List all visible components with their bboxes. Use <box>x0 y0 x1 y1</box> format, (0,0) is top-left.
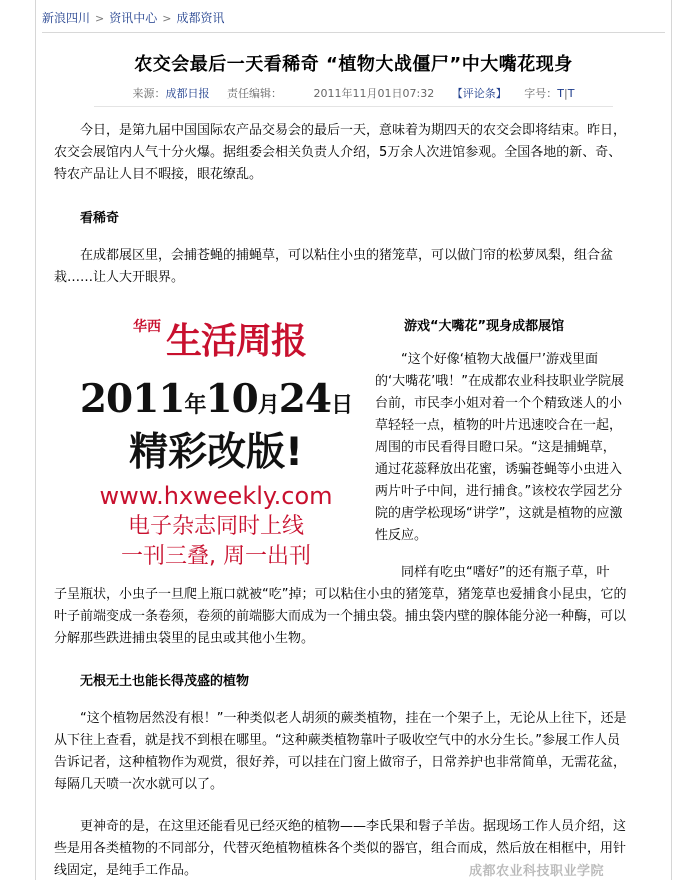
font-small-button[interactable]: T <box>567 87 575 100</box>
breadcrumb-separator: > <box>95 12 105 25</box>
breadcrumb-divider <box>42 32 665 33</box>
ad-date-day: 24 <box>278 376 332 422</box>
article-paragraph-6: 更神奇的是，在这里还能看见已经灭绝的植物——李氏果和髫子羊齿。据现场工作人员介绍，这些是用各类植物的不同部分，代替灭绝植物植株各个类似的器官，组合而成，然后放在相框中，用针线固定，是纯手工作品。 <box>54 819 627 878</box>
section-heading-no-root: 无根无土也能长得茂盛的植物 <box>80 674 250 689</box>
article-paragraph-5: “这个植物居然没有根！”一种类似老人胡须的蕨类植物，挂在一个架子上，无论从上往下，还是从下往上查看，就是找不到根在哪里。“这种蕨类植物靠叶子吸收空气中的水分生长。”参展工作人员告诉记者，这种植物作为观赏，很好养，可以挂在门窗上做帘子，日常养护也非常简单，无需花盆，每隔几天喷一次水就可以了。 <box>54 711 627 792</box>
ad-url: www.hxweekly.com <box>99 482 333 510</box>
breadcrumb-item-news-center[interactable]: 资讯中心 <box>109 11 158 25</box>
ad-brand-logo <box>130 319 330 365</box>
ad-line-2: 一刊三叠, 周一出刊 <box>121 544 311 569</box>
source-link[interactable]: 成都日报 <box>165 87 210 100</box>
publish-datetime: 2011年11月01日07:32 <box>313 87 435 100</box>
ad-date-year: 2011 <box>79 376 185 422</box>
comments-link[interactable]: 【评论条】 <box>451 87 507 100</box>
source-label: 来源： <box>132 87 166 100</box>
article-paragraph-4-rest: 子呈瓶状，小虫子一旦爬上瓶口就被“吃”掉；可以粘住小虫的猪笼草，猪笼草也爱捕食小昆虫，它的叶子前端变成一条卷须，卷须的前端膨大而成为一个捕虫袋。捕虫袋内壁的腺体能分泌一种酶，可以分解那些跌进捕虫袋里的昆虫或其他小生物。 <box>54 587 627 646</box>
breadcrumb-item-sina-sichuan[interactable]: 新浪四川 <box>42 11 91 25</box>
font-large-button[interactable]: T <box>557 87 564 100</box>
article-title: 农交会最后一天看稀奇 “植物大战僵尸”中大嘴花现身 <box>134 54 573 75</box>
article-paragraph-1: 今日，是第九届中国国际农产品交易会的最后一天，意味着为期四天的农交会即将结束。昨日，农交会展馆内人气十分火爆。据组委会相关负责人介绍，5万余人次进馆参观。全国各地的新、奇、特农产品让人目不暇接，眼花缭乱。 <box>54 123 627 182</box>
article-paragraph-3: “这个好像‘植物大战僵尸’游戏里面的‘大嘴花’哦！”在成都农业科技职业学院展台前，市民李小姐对着一个个精致迷人的小草轻轻一点，植物的叶片迅速咬合在一起，周围的市民看得目瞪口呆。“这是捕蝇草，通过花蕊释放出花蜜，诱骗苍蝇等小虫进入两片叶子中间，进行捕食。”该校农学园艺分院的唐学松现场“讲学”，这就是植物的应激性反应。 <box>375 352 624 543</box>
ad-date-month: 10 <box>205 376 258 422</box>
meta-divider <box>94 106 613 107</box>
ad-date-year-unit: 年 <box>184 392 206 418</box>
ad-date <box>62 377 370 427</box>
breadcrumb-item-chengdu-news[interactable]: 成都资讯 <box>176 11 225 25</box>
editor-label: 责任编辑： <box>227 87 283 100</box>
font-size-label: 字号： <box>524 87 558 100</box>
breadcrumb-separator: > <box>162 12 172 25</box>
breadcrumb <box>42 8 224 28</box>
article-meta <box>36 85 671 101</box>
ad-brand-name: 生活周报 <box>166 321 307 362</box>
section-heading-kan-xi-qi: 看稀奇 <box>80 211 120 226</box>
ad-date-day-unit: 日 <box>331 392 353 418</box>
font-size-separator: | <box>563 87 568 100</box>
article-paragraph-2: 在成都展区里，会捕苍蝇的捕蝇草，可以粘住小虫的猪笼草，可以做门帘的松萝凤梨，组合盆栽……让人大开眼界。 <box>54 248 614 285</box>
watermark: 成都农业科技职业学院 <box>469 864 605 879</box>
ad-line-1: 电子杂志同时上线 <box>127 514 304 539</box>
section-heading-big-mouth-flower: 游戏“大嘴花”现身成都展馆 <box>404 319 565 334</box>
ad-brand-prefix: 华西 <box>133 319 161 335</box>
ad-headline: 精彩改版! <box>129 430 303 475</box>
article-paragraph-4-line1: 同样有吃虫“嗜好”的还有瓶子草，叶 <box>401 565 610 580</box>
ad-date-month-unit: 月 <box>257 392 279 418</box>
advertisement-image[interactable] <box>62 315 370 573</box>
